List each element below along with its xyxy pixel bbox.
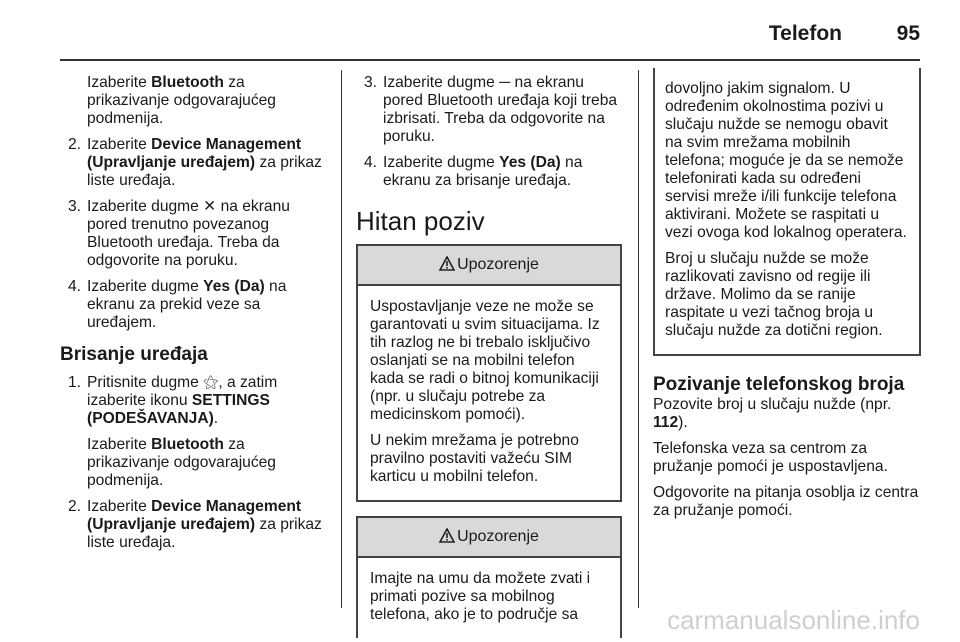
paragraph: Pozovite broj u slučaju nužde (npr. 112). — [653, 396, 892, 431]
warning-triangle-icon — [439, 256, 455, 271]
warning-header: Upozorenje — [358, 518, 620, 558]
section-heading-hitan-poziv: Hitan poziv — [356, 206, 485, 236]
page-number: 95 — [896, 22, 920, 45]
delete-step-2: 2. Izaberite Device Management (Upravljanje uređajem) za prikaz liste uređaja. — [68, 498, 322, 551]
column-1 — [60, 74, 330, 560]
close-icon: ✕ — [203, 198, 217, 215]
page-title: Telefon — [768, 22, 842, 45]
header-rule — [60, 59, 920, 61]
column-2 — [356, 74, 622, 638]
delete-step-3: 3. Izaberite dugme ─ na ekranu pored Bluetooth uređaja koji treba izbrisati. Treba da odgovorite na poruku. — [364, 74, 618, 145]
paragraph: Odgovorite na pitanja osoblja iz centra za pružanje pomoći. — [653, 484, 919, 519]
section-heading-brisanje: Brisanje uređaja — [60, 344, 208, 365]
section-heading-pozivanje: Pozivanje telefonskog broja — [653, 374, 905, 395]
warning-text: Broj u slučaju nužde se može razlikovati zavisno od regije ili države. Molimo da se ranije raspitate u vezi tačnog broja u slučaju nužde za dotični region. — [665, 250, 883, 339]
delete-step-1: 1. Pritisnite dugme ⚝, a zatim izaberite ikonu SETTINGS (PODEŠAVANJA). Izaberite Bluetooth za prikazivanje odgovarajućeg podmenija. — [68, 374, 278, 489]
column-divider-2 — [638, 70, 639, 608]
step-3: 3. Izaberite dugme ✕ na ekranu pored trenutno povezanog Bluetooth uređaja. Treba da odgovorite na poruku. — [68, 198, 290, 269]
paragraph: Telefonska veza sa centrom za pružanje pomoći je uspostavljena. — [653, 440, 888, 475]
page-header — [60, 0, 920, 60]
warning-text: U nekim mrežama je potrebno pravilno postaviti važeću SIM karticu u mobilni telefon. — [370, 432, 579, 485]
column-3 — [653, 74, 921, 528]
warning-box-1 — [356, 244, 622, 502]
warning-box-2 — [356, 516, 622, 638]
warning-header: Upozorenje — [358, 246, 620, 286]
watermark: carmanualsonline.info — [667, 605, 920, 635]
step-4: 4. Izaberite dugme Yes (Da) na ekranu za prekid veze sa uređajem. — [68, 278, 287, 331]
step-2: 2. Izaberite Device Management (Upravljanje uređajem) za prikaz liste uređaja. — [68, 136, 322, 189]
warning-text: dovoljno jakim signalom. U određenim okolnostima pozivi u slučaju nužde se nemogu obavit na svim mrežama mobilnih telefona; moguće je da se nemože telefonirati kada su određeni servisi mreže i/ili funkcije telefona aktivirani. Možete se raspitati u vezi ovoga kod lokalnog operatera. — [665, 80, 907, 241]
intro-paragraph: Izaberite Bluetooth za prikazivanje odgovarajućeg podmenija. — [87, 74, 276, 127]
delete-step-4: 4. Izaberite dugme Yes (Da) na ekranu za brisanje uređaja. — [364, 154, 583, 189]
home-icon: ⚝ — [203, 374, 219, 391]
column-divider-1 — [341, 70, 342, 608]
warning-text: Imajte na umu da možete zvati i primati pozive sa mobilnog telefona, ako je to područje sa — [370, 570, 591, 623]
warning-triangle-icon — [439, 528, 455, 543]
warning-box-continued — [653, 68, 921, 356]
warning-text: Uspostavljanje veze ne može se garantovati u svim situacijama. Iz tih razlog ne bi trebalo isključivo oslanjati se na mobilni telefon kada se radi o bitnoj komunikaciji (npr. u slučaju potrebe za medicinskom pomoći). — [370, 298, 600, 423]
minus-icon: ─ — [499, 74, 511, 91]
